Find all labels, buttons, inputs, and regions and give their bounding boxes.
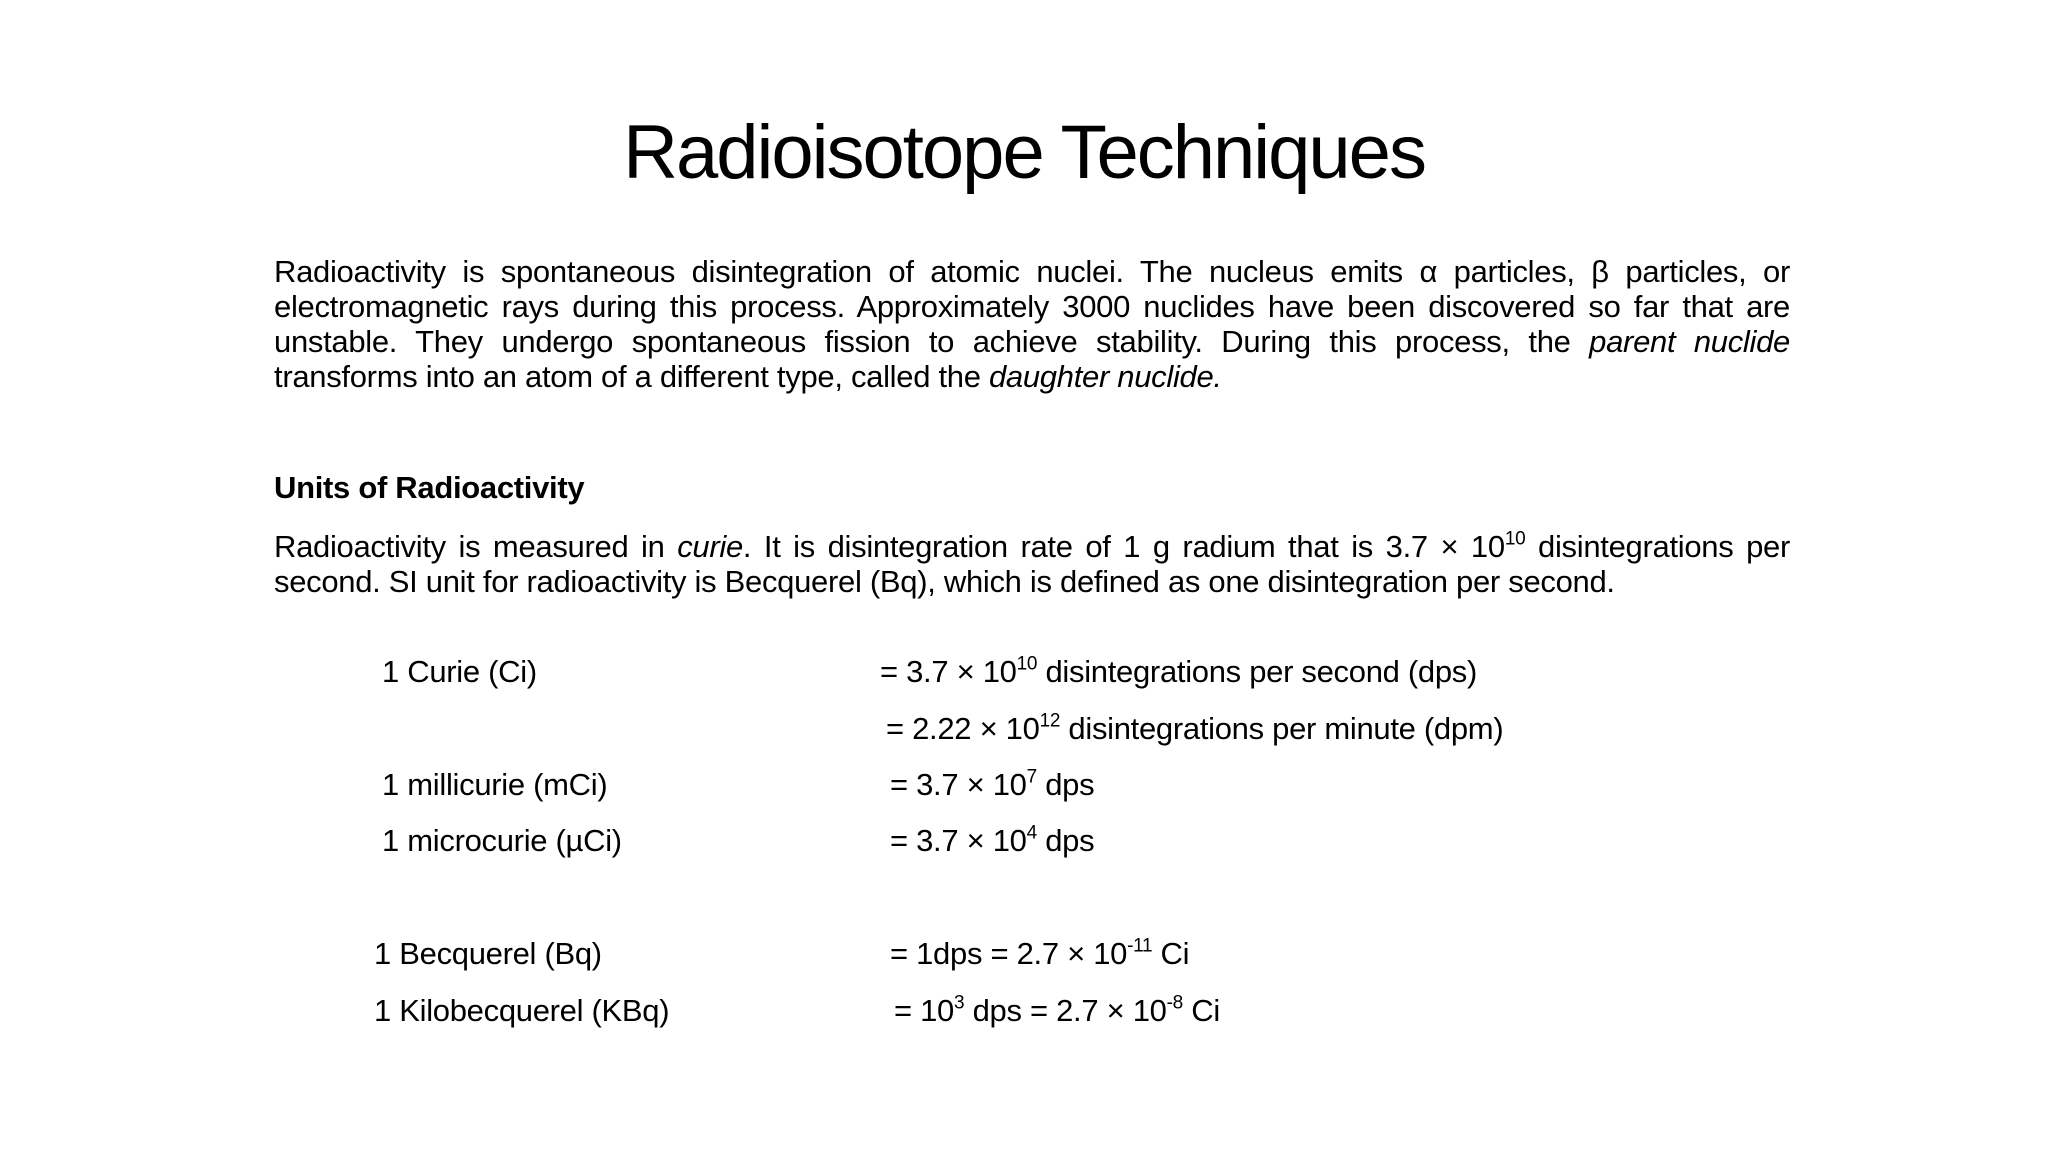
exponent: -11 [1127, 935, 1153, 957]
units-text: Radioactivity is measured in [274, 529, 678, 564]
conversion-label-kilobecquerel: 1 Kilobecquerel (KBq) [374, 993, 670, 1028]
exponent: 10 [1016, 653, 1038, 675]
slide-title: Radioisotope Techniques [623, 110, 1425, 195]
units-heading: Units of Radioactivity [274, 470, 585, 505]
exponent: 10 [1504, 528, 1526, 550]
conversion-label-microcurie: 1 microcurie (µCi) [382, 823, 622, 858]
exponent: 3 [954, 992, 965, 1014]
conversion-value-becquerel: = $1dps = 2.7 \times 10^{-11}$ Ci [890, 935, 1190, 971]
conversion-label-curie: 1 Curie (Ci) [382, 654, 537, 689]
units-text: . It is disintegration rate of 1 g radium that is 3.7 × 10 [742, 529, 1505, 564]
exponent: 4 [1026, 822, 1037, 844]
exponent: -8 [1166, 992, 1183, 1014]
units-text: disintegrations per second. SI unit for radioactivity is Becquerel (Bq), which is defined as one disintegration per second. [274, 529, 1790, 599]
conversion-value-kilobecquerel: = $10^3$ dps = $2.7 \times 10^{-8}$ Ci [894, 992, 1220, 1028]
conversion-label-millicurie: 1 millicurie (mCi) [382, 767, 608, 802]
intro-paragraph [274, 254, 1790, 394]
conversion-label-becquerel: 1 Becquerel (Bq) [374, 936, 602, 971]
intro-text: transforms into an atom of a different type, called the [274, 359, 989, 394]
conversion-value-millicurie: = $3.7 \times 10^7$ dps [890, 766, 1095, 802]
intro-text: Radioactivity is spontaneous disintegration of atomic nuclei. The nucleus emits α particles, β particles, or electromagnetic rays during this process. Approximately 3000 nuclides have been discovered so far that are unstable. They undergo spontaneous fission to achieve stability. During this process, the [274, 254, 1790, 359]
conversion-value-microcurie: = $3.7 \times 10^4$ dps [890, 822, 1095, 858]
curie-term: curie [677, 529, 743, 564]
parent-nuclide-term: parent nuclide [1589, 324, 1790, 359]
daughter-nuclide-term: daughter nuclide. [988, 359, 1222, 394]
conversion-value-curie-dps: = $3.7 \times 10^{10}$ disintegrations per second (dps) [880, 653, 1478, 689]
conversion-value-curie-dpm: = $2.22 \times 10^{12}$ disintegrations per minute (dpm) [886, 710, 1504, 746]
units-paragraph [274, 529, 1790, 599]
exponent: 12 [1039, 710, 1061, 732]
exponent: 7 [1026, 766, 1037, 788]
